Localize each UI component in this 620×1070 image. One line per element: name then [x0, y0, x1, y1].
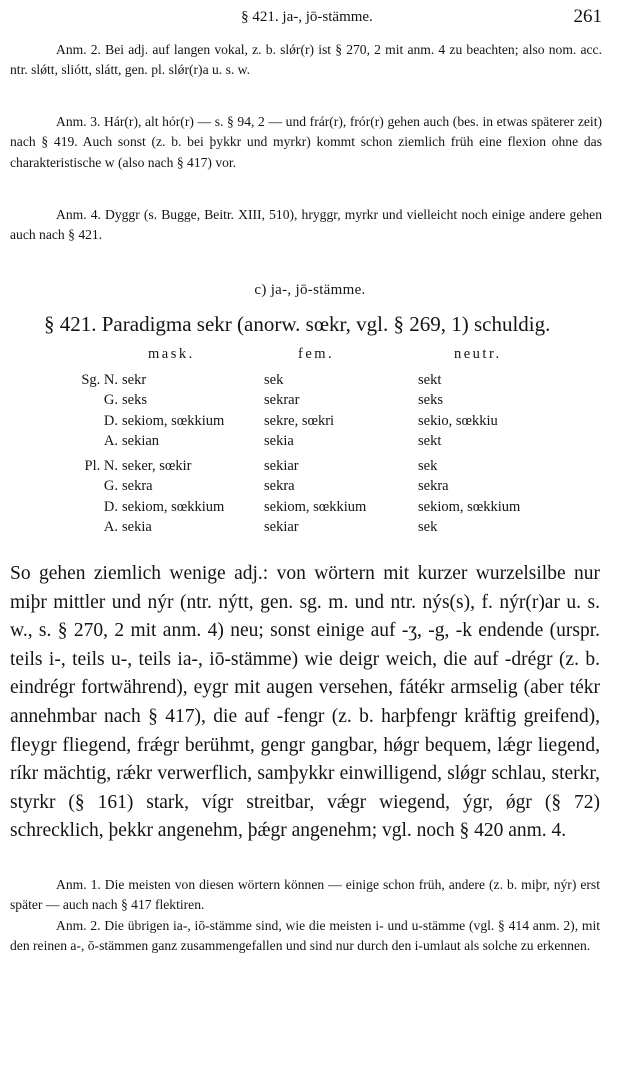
note-anm-2-top: Anm. 2. Bei adj. auf langen vokal, z. b. slǿr(r) ist § 270, 2 mit anm. 4 zu beachten; also nom. acc. ntr. slǿtt, sliótt, slátt, gen. pl. slǿr(r)a u. s. w.: [10, 42, 602, 78]
cell-mask: sekiom, sœkkium: [122, 412, 225, 429]
cell-mask: sekra: [122, 478, 153, 494]
column-header-fem: fem.: [298, 346, 335, 362]
cell-neutr: sek: [418, 519, 438, 535]
paradigm-row: [48, 499, 568, 520]
cell-fem: sekre, sœkri: [264, 412, 335, 429]
note-anm-1-bottom: Anm. 1. Die meisten von diesen wörtern können — einige schon früh, andere (z. b. miþr, nýr) erst später — auch nach § 417 flektiren.: [10, 877, 600, 913]
cell-mask: sekian: [122, 433, 160, 449]
cell-mask: sekia: [122, 519, 152, 535]
cell-fem: sekia: [264, 433, 294, 449]
main-paragraph: So gehen ziemlich wenige adj.: von wörtern mit kurzer wurzelsilbe nur miþr mittler und nýr (ntr. nýtt, gen. sg. m. und ntr. nýs(s), f. nýr(r)ar u. s. w., s. § 270, 2 mit anm. 4) neu; sonst einige auf -ʒ, -g, -k endende (urspr. teils i-, teils u-, teils ia-, iō-stämme) wie deigr weich, die auf -drégr (z. b. eindrégr fortwährend), eygr mit augen versehen, fátékr armselig (aber tékr annehmbar nach § 417), die auf -fengr (z. b. harþfengr kräftig greifend), fleygr fliegend, frǽgr berühmt, gengr gangbar, hǿgr bequem, lǽgr liegend, ríkr mächtig, rǽkr verwerflich, samþykkr einwilligend, slǿgr schlau, sterkr, styrkr (§ 161) stark, vígr streitbar, vǽgr wiegend, ýgr, ǿgr (§ 72) schrecklich, þekkr angenehm, þǽgr angenehm; vgl. noch § 420 anm. 4.: [10, 563, 600, 842]
cell-neutr: seks: [418, 392, 443, 408]
cell-mask: sekiom, sœkkium: [122, 498, 225, 515]
cell-fem: sekiom, sœkkium: [264, 498, 367, 515]
paradigm-row: [48, 478, 568, 499]
cell-neutr: sekio, sœkkiu: [418, 412, 498, 429]
cell-mask: seker, sœkir: [122, 457, 192, 474]
cell-neutr: sekra: [418, 478, 449, 494]
paradigm-row: [48, 392, 568, 413]
cell-neutr: sekt: [418, 371, 442, 388]
cell-fem: sekiar: [264, 519, 299, 535]
row-label: D.: [103, 498, 118, 515]
row-label: Pl. N.: [84, 457, 118, 474]
note-anm-3-top: Anm. 3. Hár(r), alt hór(r) — s. § 94, 2 — und frár(r), frór(r) gehen auch (bes. in etwas späterer zeit) nach § 419. Auch sonst (z. b. bei þykkr und myrkr) kommt schon ziemlich früh eine flexion ohne das charakteristische w (also nach § 417) vor.: [10, 114, 602, 170]
section-heading: c) ja-, jō-stämme.: [254, 282, 366, 298]
row-label: A.: [103, 519, 118, 535]
row-label: A.: [103, 433, 118, 449]
cell-mask: seks: [122, 392, 147, 408]
paradigm-row: [48, 519, 568, 540]
paradigm-row: [48, 413, 568, 434]
cell-mask: sekr: [122, 371, 147, 388]
paradigm-row: [48, 433, 568, 454]
cell-neutr: sekt: [418, 433, 442, 449]
column-header-mask: mask.: [148, 346, 195, 362]
header-title: § 421. ja-, jō-stämme.: [241, 9, 373, 25]
cell-neutr: sek: [418, 457, 438, 474]
notes-bottom: [10, 875, 600, 957]
row-label: G.: [103, 392, 118, 408]
row-label: D.: [103, 412, 118, 429]
row-label: G.: [103, 478, 118, 494]
column-header-neutr: neutr.: [454, 346, 502, 362]
cell-fem: sekrar: [264, 392, 300, 408]
note-anm-2-bottom: Anm. 2. Die übrigen ia-, iō-stämme sind, wie die meisten i- und u-stämme (vgl. § 414 anm. 2), mit den reinen a-, ō-stämmen ganz zusammengefallen und sind nur durch den i-umlaut als solche zu erkennen.: [10, 917, 600, 954]
cell-fem: sek: [264, 371, 284, 388]
paradigm-table: [48, 346, 568, 540]
cell-fem: sekra: [264, 478, 295, 494]
note-anm-4-top: Anm. 4. Dyggr (s. Bugge, Beitr. XIII, 510), hryggr, myrkr und vielleicht noch einige andere gehen auch nach § 421.: [10, 207, 602, 243]
page-number: 261: [573, 6, 602, 27]
paradigm-row: [48, 458, 568, 479]
running-header: [8, 6, 606, 30]
cell-fem: sekiar: [264, 457, 299, 474]
cell-neutr: sekiom, sœkkium: [418, 498, 521, 515]
row-label: Sg. N.: [81, 371, 118, 388]
paradigm-header-row: [48, 346, 568, 367]
section-title: § 421. Paradigma sekr (anorw. sœkr, vgl. § 269, 1) schuldig.: [44, 312, 551, 336]
paradigm-row: [48, 372, 568, 393]
